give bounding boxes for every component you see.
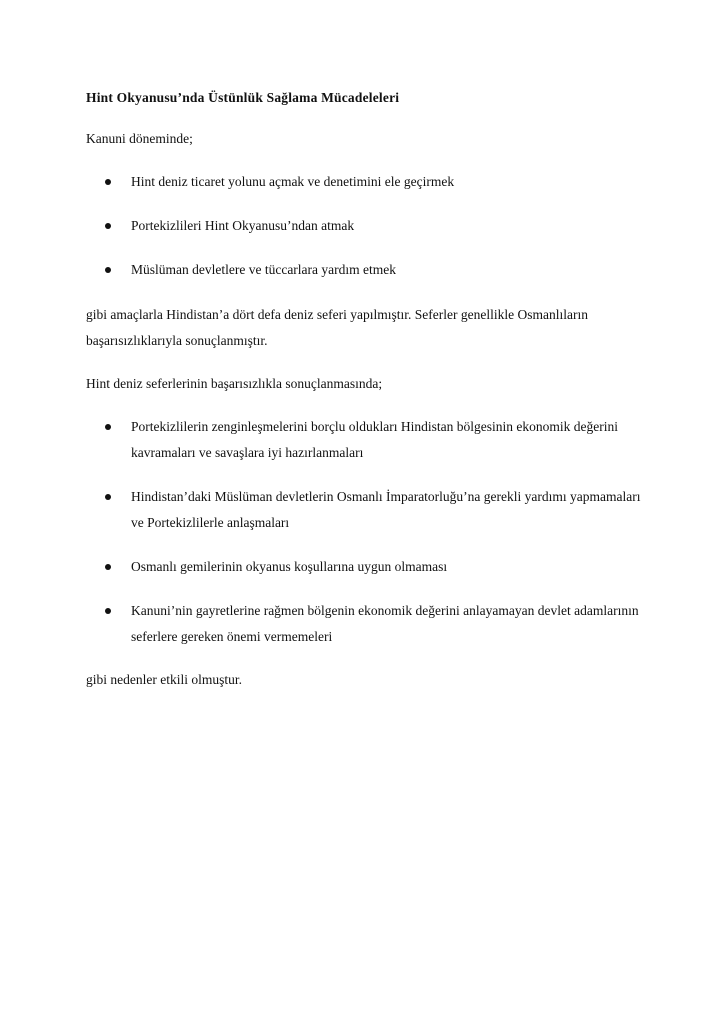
document-title: Hint Okyanusu’nda Üstünlük Sağlama Mücadeleleri bbox=[86, 90, 400, 105]
list-item bbox=[86, 484, 656, 536]
bullet-icon bbox=[105, 267, 111, 273]
list-item bbox=[86, 257, 656, 283]
document-page bbox=[86, 87, 656, 710]
bullet-icon bbox=[105, 179, 111, 185]
list-item-text: Hindistan’daki Müslüman devletlerin Osmanlı İmparatorluğu’na gerekli yardımı yapmamaları ve Portekizlilerle anlaşmaları bbox=[131, 489, 641, 530]
goals-list bbox=[86, 169, 656, 283]
list-item-text: Hint deniz ticaret yolunu açmak ve denetimini ele geçirmek bbox=[131, 174, 455, 189]
list-item-text: Portekizlilerin zenginleşmelerini borçlu oldukları Hindistan bölgesinin ekonomik değerini kavramaları ve savaşlara iyi hazırlanmaları bbox=[131, 419, 619, 460]
list-item bbox=[86, 213, 656, 239]
list-item-text: Kanuni’nin gayretlerine rağmen bölgenin ekonomik değerini anlayamayan devlet adamlarının seferlere gereken önemi vermemeleri bbox=[131, 603, 639, 644]
bullet-icon bbox=[105, 564, 111, 570]
list-item bbox=[86, 598, 656, 650]
list-item bbox=[86, 414, 656, 466]
list-item bbox=[86, 169, 656, 195]
reasons-intro-paragraph: Hint deniz seferlerinin başarısızlıkla sonuçlanmasında; bbox=[86, 376, 383, 391]
bullet-icon bbox=[105, 494, 111, 500]
list-item-text: Osmanlı gemilerinin okyanus koşullarına uygun olmaması bbox=[131, 559, 448, 574]
bullet-icon bbox=[105, 223, 111, 229]
intro-paragraph: Kanuni döneminde; bbox=[86, 131, 193, 146]
goals-result-paragraph: gibi amaçlarla Hindistan’a dört defa deniz seferi yapılmıştır. Seferler genellikle Osmanlıların başarısızlıklarıyla sonuçlanmıştır. bbox=[86, 307, 588, 348]
list-item-text: Müslüman devletlere ve tüccarlara yardım etmek bbox=[131, 262, 397, 277]
list-item bbox=[86, 554, 656, 580]
conclusion-paragraph: gibi nedenler etkili olmuştur. bbox=[86, 672, 242, 687]
bullet-icon bbox=[105, 608, 111, 614]
bullet-icon bbox=[105, 424, 111, 430]
list-item-text: Portekizlileri Hint Okyanusu’ndan atmak bbox=[131, 218, 355, 233]
reasons-list bbox=[86, 414, 656, 650]
